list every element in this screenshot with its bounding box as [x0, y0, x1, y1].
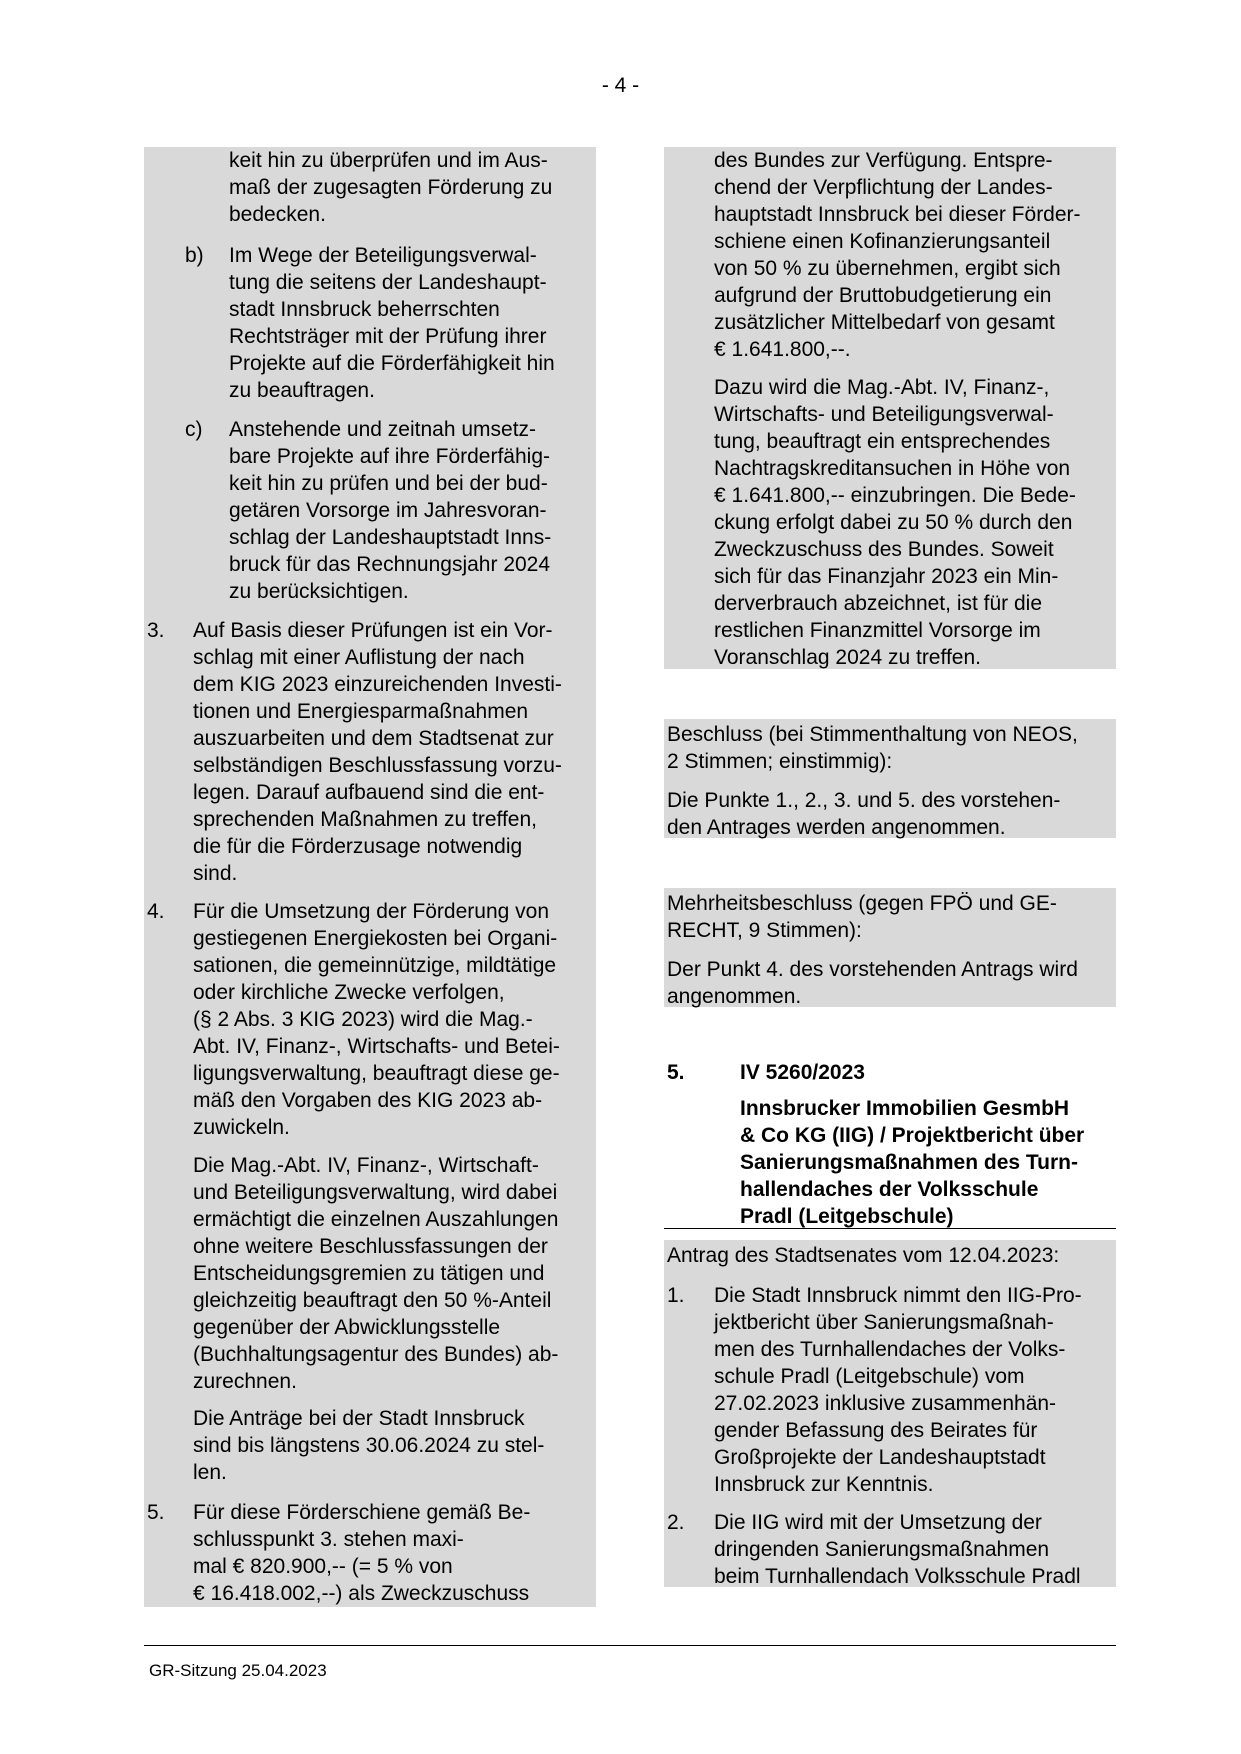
footer-text: GR-Sitzung 25.04.2023 [149, 1661, 327, 1680]
right-continuation-text: des Bundes zur Verfügung. Entspre- chend der Verpflichtung der Landes- hauptstadt Innsbruck bei dieser Förder- schiene einen Kofinanzierungsanteil von 50 % zu übernehmen, ergibt sich aufgrund der Bruttobudgetierung ein zusätzlicher Mittelbedarf von gesamt € 1.641.800,--. [714, 149, 1081, 361]
footer-rule [144, 1645, 1116, 1646]
motion-heading: Antrag des Stadtsenates vom 12.04.2023: [667, 1244, 1060, 1267]
motion-item-1-text: Die Stadt Innsbruck nimmt den IIG-Pro- jektbericht über Sanierungsmaßnah- men des Turnhallendaches der Volks- schule Pradl (Leitgebschule) vom 27.02.2023 inklusive zusammenhän- gender Befassung des Beirates für Großprojekte der Landeshauptstadt Innsbruck zur Kenntnis. [714, 1284, 1082, 1496]
agenda-item-code: IV 5260/2023 [740, 1061, 865, 1084]
page-number: - 4 - [601, 74, 640, 97]
decision-2-heading: Mehrheitsbeschluss (gegen FPÖ und GE- RECHT, 9 Stimmen): [667, 892, 1057, 942]
sub-item-b-label: b) [185, 244, 204, 267]
right-continuation-paragraph-2: Dazu wird die Mag.-Abt. IV, Finanz-, Wirtschafts- und Beteiligungsverwal- tung, beauftragt ein entsprechendes Nachtragskreditansuchen in Höhe von € 1.641.800,-- einzubringen. Die Bede- ckung erfolgt dabei zu 50 % durch den Zweckzuschuss des Bundes. Soweit sich für das Finanzjahr 2023 ein Min- derverbrauch abzeichnet, ist für die restlichen Finanzmittel Vorsorge im Voranschlag 2024 zu treffen. [714, 376, 1076, 669]
agenda-title-underline [664, 1228, 1116, 1229]
agenda-item-number: 5. [667, 1061, 685, 1084]
item-4-number: 4. [147, 900, 165, 923]
motion-item-2-number: 2. [667, 1511, 685, 1534]
item-5-number: 5. [147, 1501, 165, 1524]
decision-2-result: Der Punkt 4. des vorstehenden Antrags wird angenommen. [667, 958, 1078, 1008]
motion-item-1-number: 1. [667, 1284, 685, 1307]
agenda-item-title: Innsbrucker Immobilien GesmbH & Co KG (IIG) / Projektbericht über Sanierungsmaßnahmen des Turn- hallendaches der Volksschule Pradl (Leitgebschule) [740, 1097, 1085, 1228]
decision-1-result: Die Punkte 1., 2., 3. und 5. des vorstehen- den Antrages werden angenommen. [667, 789, 1061, 839]
sub-item-c-text: Anstehende und zeitnah umsetz- bare Projekte auf ihre Förderfähig- keit hin zu prüfen und bei der bud- getären Vorsorge im Jahresvoran- schlag der Landeshauptstadt Inns- bruck für das Rechnungsjahr 2024 zu berücksichtigen. [229, 418, 552, 603]
motion-item-2-text: Die IIG wird mit der Umsetzung der dringenden Sanierungsmaßnahmen beim Turnhallendach Volksschule Pradl [714, 1511, 1081, 1588]
sub-item-b-text: Im Wege der Beteiligungsverwal- tung die seitens der Landeshaupt- stadt Innsbruck beherrschten Rechtsträger mit der Prüfung ihrer Projekte auf die Förderfähigkeit hin zu beauftragen. [229, 244, 555, 402]
item-4-paragraph-2: Die Mag.-Abt. IV, Finanz-, Wirtschaft- und Beteiligungsverwaltung, wird dabei ermächtigt die einzelnen Auszahlungen ohne weitere Beschlussfassungen der Entscheidungsgremien zu tätigen und gleichzeitig beauftragt den 50 %-Anteil gegenüber der Abwicklungsstelle (Buchhaltungsagentur des Bundes) ab- zurechnen. [193, 1154, 559, 1393]
item-3-number: 3. [147, 619, 165, 642]
sub-item-c-label: c) [185, 418, 203, 441]
item-5-text: Für diese Förderschiene gemäß Be- schlusspunkt 3. stehen maxi- mal € 820.900,-- (= 5 % von € 16.418.002,--) als Zweckzuschuss [193, 1501, 531, 1605]
item-4-text: Für die Umsetzung der Förderung von gestiegenen Energiekosten bei Organi- sationen, die gemeinnützige, mildtätige oder kirchliche Zwecke verfolgen, (§ 2 Abs. 3 KIG 2023) wird die Mag.- Abt. IV, Finanz-, Wirtschafts- und Betei- ligungsverwaltung, beauftragt diese ge- mäß den Vorgaben des KIG 2023 ab- zuwickeln. [193, 900, 560, 1139]
item-4-paragraph-3: Die Anträge bei der Stadt Innsbruck sind bis längstens 30.06.2024 zu stel- len. [193, 1407, 545, 1484]
decision-1-heading: Beschluss (bei Stimmenthaltung von NEOS, 2 Stimmen; einstimmig): [667, 723, 1078, 773]
left-continuation-text: keit hin zu überprüfen und im Aus- maß der zugesagten Förderung zu bedecken. [229, 149, 553, 226]
item-3-text: Auf Basis dieser Prüfungen ist ein Vor- schlag mit einer Auflistung der nach dem KIG 2023 einzureichenden Investi- tionen und Energiesparmaßnahmen auszuarbeiten und dem Stadtsenat zur selbständigen Beschlussfassung vorzu- legen. Darauf aufbauend sind die ent- sprechenden Maßnahmen zu treffen, die für die Förderzusage notwendig sind. [193, 619, 562, 885]
